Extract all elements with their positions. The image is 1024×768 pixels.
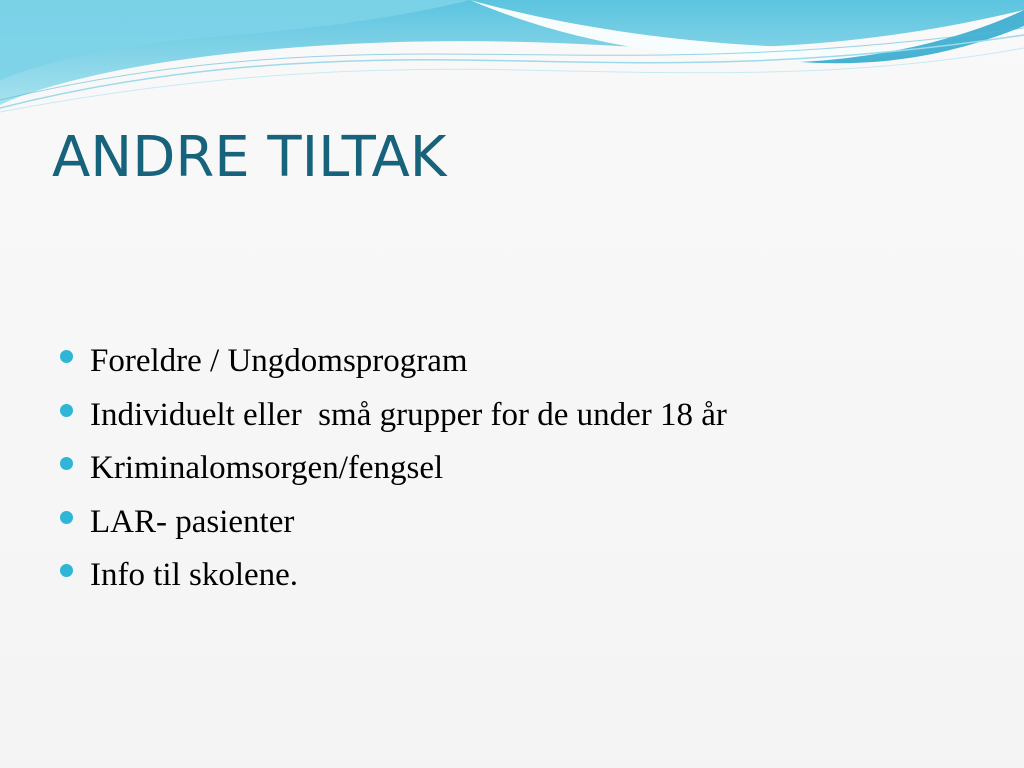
bullet-item xyxy=(60,496,727,550)
bullet-text: Foreldre / Ungdomsprogram xyxy=(90,343,468,380)
bullet-item xyxy=(60,442,727,496)
bullet-item xyxy=(60,549,727,603)
bullet-text: Info til skolene. xyxy=(90,557,299,594)
bullet-item xyxy=(60,335,727,389)
bullet-text: LAR- pasienter xyxy=(90,503,295,540)
bullet-dot-icon xyxy=(60,457,73,470)
bullet-dot-icon xyxy=(60,350,73,363)
slide-title: ANDRE TILTAK xyxy=(52,125,447,190)
bullet-text: Individuelt eller små grupper for de under 18 år xyxy=(90,396,727,433)
bullet-dot-icon xyxy=(60,564,73,577)
bullet-dot-icon xyxy=(60,511,73,524)
bullet-item xyxy=(60,389,727,443)
wave-decoration xyxy=(0,0,1024,130)
bullet-dot-icon xyxy=(60,404,73,417)
bullet-list xyxy=(60,335,727,603)
bullet-text: Kriminalomsorgen/fengsel xyxy=(90,450,444,487)
